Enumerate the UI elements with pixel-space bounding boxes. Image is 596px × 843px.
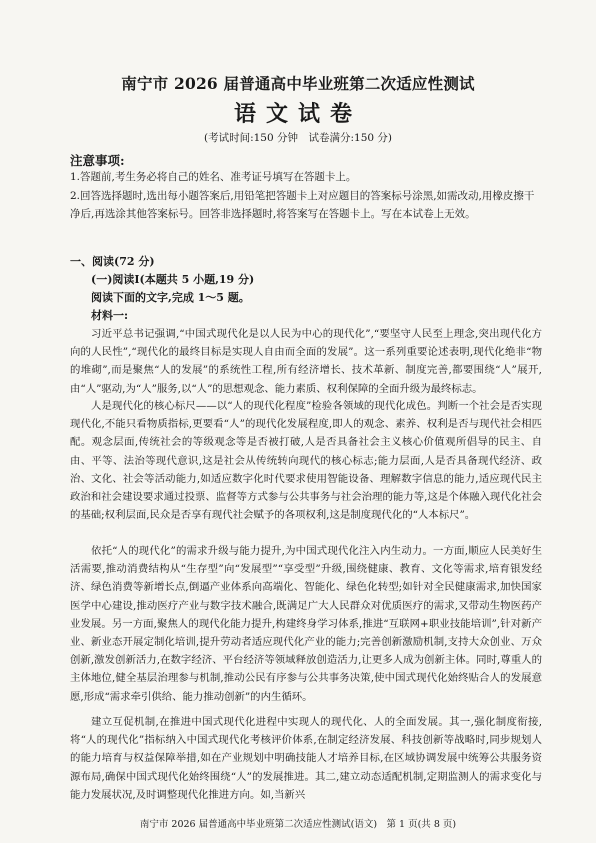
notice-title: 注意事项: [70,153,125,168]
section-title: 一、阅读(72 分) [70,255,155,268]
material-label: 材料一: [91,309,129,322]
paragraph: 习近平总书记强调,“中国式现代化是以人民为中心的现代化”,“要坚守人民至上理念,突出现代化方向的人民性”,“现代化的最终目标是实现人自由而全面的发展”。这一系列重要论述表明,现代化绝非“物的堆砌”,而是聚焦“人的发展”的系统性工程,所有经济增长、技术革新、制度完善,都要围绕“人”展开,由“人”驱动,为“人”服务,以“人”的思想观念、能力素质、权利保障的全面升级为最终标志。 [70,328,542,395]
exam-info: (考试时间:150 分钟 试卷满分:150 分) [203,132,393,144]
notice-item-1: 1.答题前,考生务必将自己的姓名、准考证号填写在答题卡上。 [70,171,357,183]
notice-item-2: 2.回答选择题时,选出每小题答案后,用铅笔把答题卡上对应题目的答案标号涂黑,如需改动,用橡皮擦干净后,再选涂其他答案标号。回答非选择题时,将答案写在答题卡上。写在本试卷上无效。 [70,190,535,220]
paragraph: 建立互促机制,在推进中国式现代化进程中实现人的现代化、人的全面发展。其一,强化制度衔接,将“人的现代化”指标纳入中国式现代化考核评价体系,在制定经济发展、科技创新等战略时,同步规划人的能力培育与权益保障举措,如在产业规划中明确技能人才培养目标,在区域协调发展中统筹公共服务资源布局,确保中国式现代化始终围绕“人”的发展推进。其二,建立动态适配机制,定期监测人的需求变化与能力发展状况,及时调整现代化推进方向。如,当新兴 [70,716,542,801]
paragraph: 依托“人的现代化”的需求升级与能力提升,为中国式现代化注入内生动力。一方面,顺应人民美好生活需要,推动消费结构从“生存型”向“发展型”“享受型”升级,围绕健康、教育、文化等需求,培育银发经济、绿色消费等新增长点,倒逼产业体系向高端化、智能化、绿色化转型;如针对全民健康需求,加快国家医学中心建设,推动医疗产业与数字技术融合,既满足广大人民群众对优质医疗的需求,又带动生物医药产业发展。另一方面,聚焦人的现代化能力提升,构建终身学习体系,推进“互联网+职业技能培训”,针对新产业、新业态开展定制化培训,提升劳动者适应现代化产业的能力;完善创新激励机制,支持大众创业、万众创新,激发创新活力,在数字经济、平台经济等领域释放创造活力,让更多人成为创新主体。同时,尊重人的主体地位,健全基层治理参与机制,推动公民有序参与公共事务决策,使中国式现代化始终贴合人的发展意愿,形成“需求牵引供给、能力推动创新”的内生循环。 [70,545,542,703]
subject-title: 语文试卷 [233,101,362,127]
paragraph: 人是现代化的核心标尺——以“人的现代化程度”检验各领域的现代化成色。判断一个社会是否实现现代化,不能只看物质指标,更要看“人”的现代化发展程度,即人的观念、素养、权利是否与现代社会相匹配。观念层面,传统社会的等级观念等是否被打破,人是否具备社会主义核心价值观所倡导的民主、自由、平等、法治等现代意识,这是社会从传统转向现代的核心标志;能力层面,人是否具备现代经济、政治、文化、社会等活动能力,如适应数字化时代要求使用智能设备、理解数字信息的能力,适应现代民主政治和社会建设要求通过投票、监督等方式参与公共事务与社会治理的能力等,这是个体融入现代化社会的基础;权利层面,民众是否享有现代社会赋予的各项权利,这是制度现代化的“人本标尺”。 [70,400,542,522]
reading-instruction: 阅读下面的文字,完成 1～5 题。 [91,291,250,304]
sub-section-title: (一)阅读Ⅰ(本题共 5 小题,19 分) [91,273,255,286]
page-footer: 南宁市 2026 届普通高中毕业班第二次适应性测试(语文) 第 1 页(共 8 页) [139,819,457,830]
exam-title: 南宁市 2026 届普通高中毕业班第二次适应性测试 [121,74,475,93]
